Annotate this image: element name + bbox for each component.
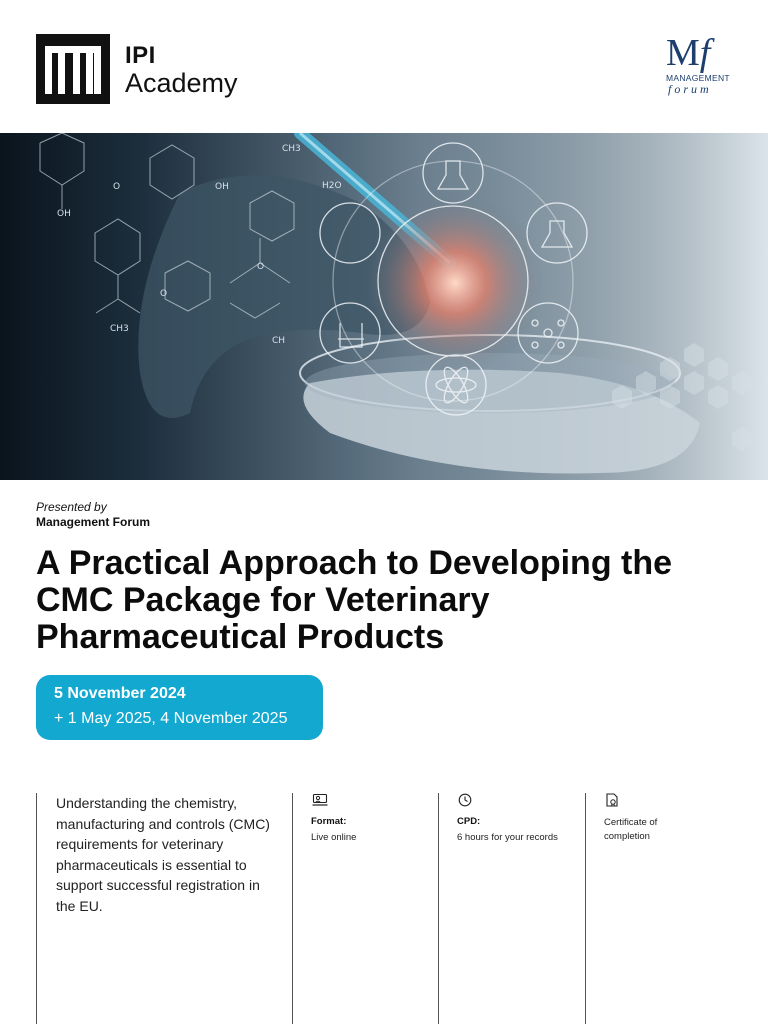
svg-text:O: O [113, 182, 121, 192]
glow-effect [365, 193, 545, 373]
cpd-value: 6 hours for your records [457, 832, 558, 843]
svg-text:O: O [160, 289, 168, 299]
svg-text:H2O: H2O [322, 181, 342, 191]
format-value: Live online [311, 832, 357, 843]
description-column [36, 793, 292, 1024]
additional-dates: + 1 May 2025, 4 November 2025 [54, 710, 288, 727]
course-title: A Practical Approach to Developing the CMC Package for Veterinary Pharmaceutical Products [36, 544, 673, 656]
mf-forum-text: forum [668, 82, 712, 96]
course-description: Understanding the chemistry, manufacturing and controls (CMC) requirements for veterinary pharmaceuticals is essential to support successful registration in the EU. [56, 795, 270, 914]
ipi-academy-logo-mark [36, 34, 110, 104]
laptop-user-icon [312, 793, 328, 807]
mf-management-text: MANAGEMENT [666, 73, 730, 83]
format-label: Format: [311, 816, 347, 827]
certificate-icon [605, 793, 621, 807]
brand-line-2: Academy [125, 68, 238, 98]
cpd-column [438, 793, 586, 1024]
management-forum-logo [666, 34, 734, 96]
svg-text:CH: CH [272, 336, 286, 346]
presented-by-label: Presented by [36, 500, 107, 514]
certificate-text: Certificate of completion [604, 817, 658, 842]
hero-image [0, 133, 768, 480]
svg-text:CH3: CH3 [110, 324, 129, 334]
brand-line-1: IPI [125, 42, 156, 69]
presenter-block [36, 500, 150, 530]
presenter-name: Management Forum [36, 515, 151, 529]
lab-scene-illustration [0, 133, 768, 480]
primary-date: 5 November 2024 [54, 685, 186, 702]
mf-monogram: Mf [666, 32, 711, 74]
clock-icon [458, 793, 474, 807]
svg-text:OH: OH [57, 209, 71, 219]
ipi-academy-logo-text [125, 44, 238, 97]
svg-text:O: O [257, 262, 265, 272]
date-badge [36, 675, 323, 740]
format-column [292, 793, 439, 1024]
cpd-label: CPD: [457, 816, 481, 827]
svg-text:OH: OH [215, 182, 229, 192]
svg-text:CH3: CH3 [282, 144, 301, 154]
certificate-column [585, 793, 768, 1024]
